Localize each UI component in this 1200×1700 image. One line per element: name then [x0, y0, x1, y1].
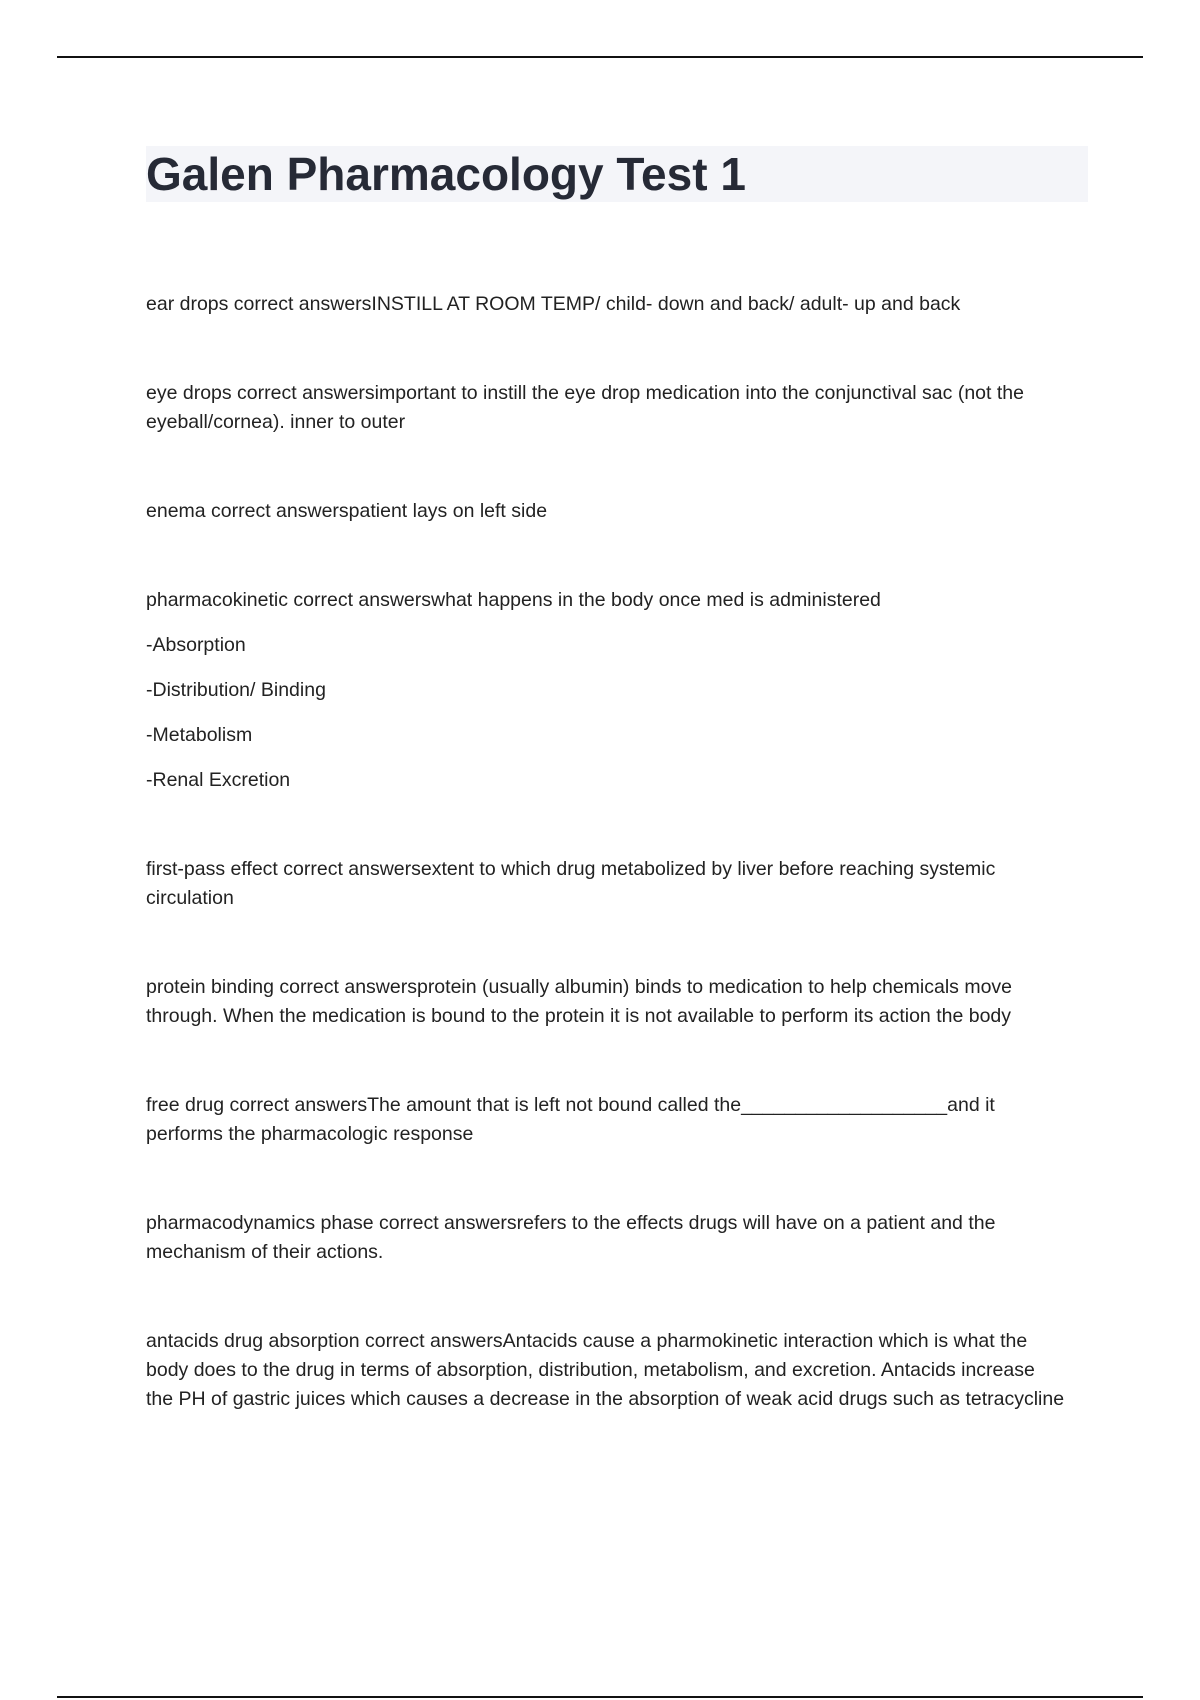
- entry-text: first-pass effect correct answersextent to which drug metabolized by liver before reaching systemic: [146, 858, 996, 880]
- subitem-absorption: -Absorption: [146, 634, 246, 656]
- subitem-metabolism: -Metabolism: [146, 724, 253, 746]
- entry-text: eyeball/cornea). inner to outer: [146, 411, 406, 433]
- entry-enema: [146, 497, 1096, 526]
- entry-first-pass-effect: [146, 855, 1096, 913]
- entry-text: enema correct answerspatient lays on left side: [146, 500, 548, 522]
- entry-pharmacokinetic: [146, 586, 1096, 795]
- entry-pharmacodynamics-phase: [146, 1209, 1096, 1267]
- entry-text: mechanism of their actions.: [146, 1241, 384, 1263]
- entry-text: eye drops correct answersimportant to instill the eye drop medication into the conjunctival sac (not the: [146, 382, 1024, 404]
- entry-ear-drops: [146, 290, 1096, 319]
- entry-text: free drug correct answersThe amount that is left not bound called the___________________and it: [146, 1094, 995, 1116]
- document-title: Galen Pharmacology Test 1: [146, 148, 746, 200]
- entry-text: performs the pharmacologic response: [146, 1123, 474, 1145]
- entry-text: body does to the drug in terms of absorption, distribution, metabolism, and excretion. Antacids increase: [146, 1359, 1035, 1381]
- subitem-renal-excretion: -Renal Excretion: [146, 769, 291, 791]
- entry-text: protein binding correct answersprotein (usually albumin) binds to medication to help chemicals move: [146, 976, 1013, 998]
- entry-text: pharmacokinetic correct answerswhat happens in the body once med is administered: [146, 589, 881, 611]
- entry-text: through. When the medication is bound to the protein it is not available to perform its action the body: [146, 1005, 1012, 1027]
- entry-text: the PH of gastric juices which causes a decrease in the absorption of weak acid drugs such as tetracycline: [146, 1388, 1065, 1410]
- entry-text: antacids drug absorption correct answersAntacids cause a pharmokinetic interaction which is what the: [146, 1330, 1028, 1352]
- entry-text: circulation: [146, 887, 234, 909]
- entry-protein-binding: [146, 973, 1096, 1031]
- entry-text: ear drops correct answersINSTILL AT ROOM TEMP/ child- down and back/ adult- up and back: [146, 293, 961, 315]
- entry-free-drug: [146, 1091, 1096, 1149]
- entries-list: [146, 290, 1096, 1474]
- entry-text: pharmacodynamics phase correct answersrefers to the effects drugs will have on a patient and the: [146, 1212, 996, 1234]
- bottom-rule: [57, 1696, 1143, 1698]
- entry-eye-drops: [146, 379, 1096, 437]
- subitem-distribution: -Distribution/ Binding: [146, 679, 326, 701]
- top-rule: [57, 56, 1143, 58]
- entry-antacids-drug-absorption: [146, 1327, 1096, 1414]
